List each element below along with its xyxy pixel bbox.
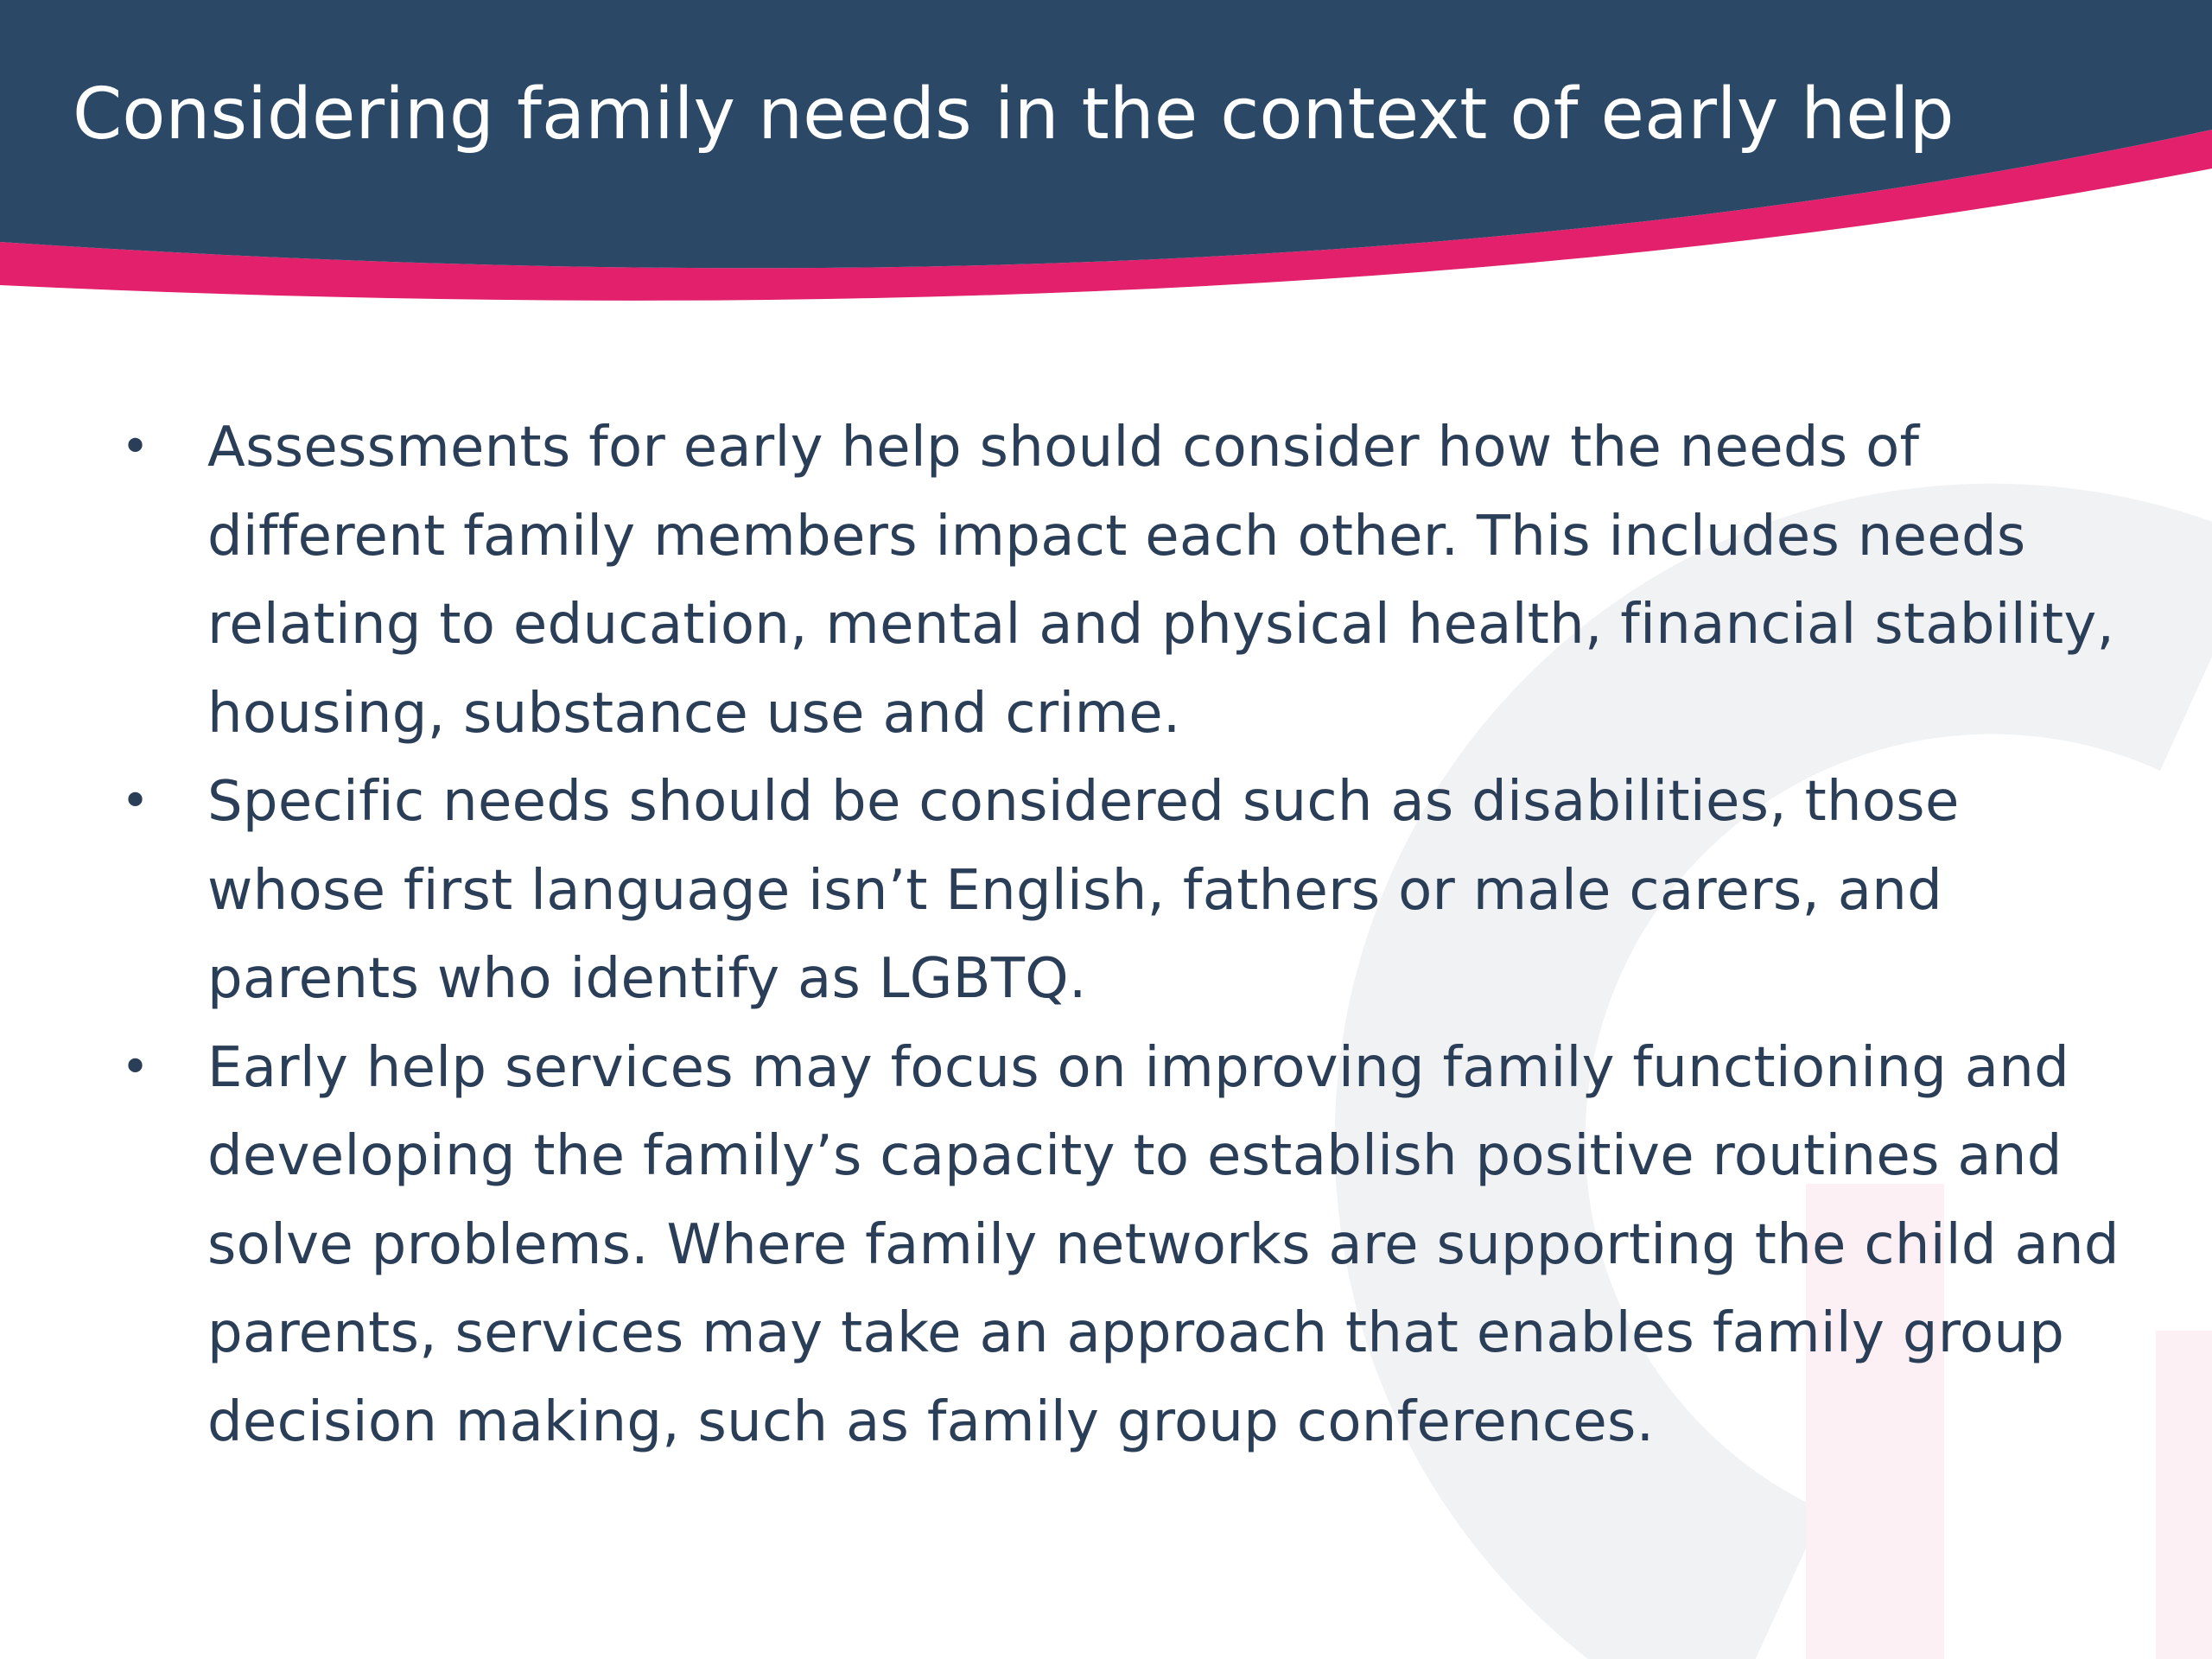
bullet-item — [121, 404, 2134, 758]
bullet-item — [121, 758, 2134, 1024]
bullet-text: Assessments for early help should consider how the needs of different family members impact each other. This includes needs relating to education, mental and physical health, financial stability, housing, substance use and crime. — [207, 416, 2115, 746]
bullet-text: Specific needs should be considered such as disabilities, those whose first language isn’t English, fathers or male carers, and parents who identify as LGBTQ. — [207, 770, 1960, 1011]
bullet-text: Early help services may focus on improving family functioning and developing the family’s capacity to establish positive routines and solve problems. Where family networks are supporting the child and parents, services may take an approach that enables family group decision making, such as family group conferences. — [207, 1035, 2120, 1454]
bullet-item — [121, 1024, 2134, 1467]
slide-title: Considering family needs in the context of early help — [73, 73, 1955, 156]
bullet-list — [121, 404, 2134, 1466]
bullet-dot-icon: • — [121, 1039, 150, 1096]
bullet-dot-icon: • — [121, 419, 150, 475]
bullet-dot-icon: • — [121, 773, 150, 830]
